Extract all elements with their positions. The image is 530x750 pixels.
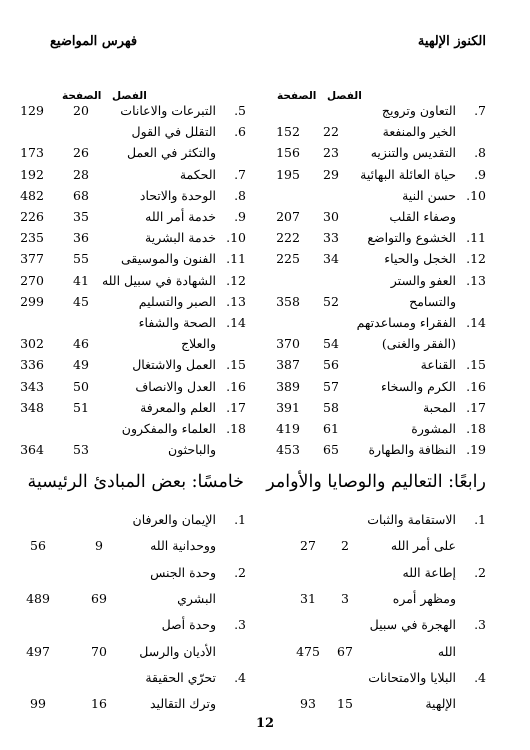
entry-number: 13. — [466, 272, 486, 288]
entry-number: 16. — [466, 378, 486, 394]
entry-page: 489 — [26, 590, 50, 606]
toc-entry — [14, 560, 246, 586]
entry-chapter: 33 — [323, 230, 339, 246]
entry-page: 56 — [30, 538, 46, 554]
entry-chapter: 51 — [73, 399, 89, 415]
toc-entry — [14, 665, 246, 691]
toc-entry — [258, 100, 486, 122]
section-heading-5: خامسًا: بعض المبادئ الرئيسية — [27, 472, 244, 492]
toc-entry — [14, 639, 246, 665]
toc-entry — [14, 312, 246, 334]
toc-entry — [14, 248, 246, 270]
toc-entry — [14, 227, 246, 249]
entry-number: 11. — [226, 251, 246, 267]
toc-entry — [258, 185, 486, 207]
toc-entry — [258, 291, 486, 313]
entry-title: الشهادة في سبيل الله — [101, 272, 216, 288]
entry-chapter: 56 — [323, 357, 339, 373]
entry-title: وحدة أصل — [161, 617, 216, 633]
entry-page: 173 — [20, 145, 44, 161]
entry-number: 19. — [466, 442, 486, 458]
entry-number: 9. — [234, 209, 246, 224]
entry-chapter: 68 — [73, 187, 89, 203]
entry-page: 99 — [30, 696, 46, 712]
entry-title: الفقراء ومساعدتهم — [356, 315, 456, 330]
entry-title: الهجرة في سبيل — [369, 617, 456, 633]
entry-number: 2. — [474, 564, 486, 580]
entry-number: 12. — [466, 251, 486, 267]
entry-number: 4. — [234, 669, 246, 685]
toc-entry — [258, 376, 486, 398]
entry-title: الصحة والشفاء — [138, 315, 216, 330]
entry-number: 18. — [226, 421, 246, 436]
entry-title: التبرعات والاعانات — [120, 103, 216, 118]
entry-page: 343 — [20, 378, 44, 394]
toc-entry — [14, 507, 246, 533]
entry-chapter: 35 — [73, 209, 89, 224]
entry-title: وصفاء القلب — [389, 209, 456, 224]
entry-number: 17. — [466, 399, 486, 415]
entry-chapter: 22 — [323, 124, 339, 140]
col-header-page-left: الصفحة — [62, 90, 102, 102]
toc-entry — [14, 586, 246, 612]
entry-title: الوحدة والاتحاد — [139, 187, 216, 203]
entry-title: البشري — [177, 590, 216, 606]
entry-title: (الفقر والغنى) — [381, 336, 456, 352]
toc-entry — [14, 164, 246, 186]
entry-page: 156 — [276, 145, 300, 161]
entry-chapter: 29 — [323, 166, 339, 182]
entry-number: 7. — [234, 166, 246, 182]
entry-page: 226 — [20, 209, 44, 224]
entry-chapter: 41 — [73, 272, 89, 288]
entry-page: 370 — [276, 336, 300, 352]
toc-entry — [258, 333, 486, 355]
entry-title: والتكثر في العمل — [126, 145, 216, 161]
entry-page: 482 — [20, 187, 44, 203]
entry-chapter: 58 — [323, 399, 339, 415]
entry-number: 18. — [466, 421, 486, 436]
entry-title: خدمة أمر الله — [145, 209, 216, 224]
entry-title: التقلل في القول — [131, 124, 216, 140]
entry-chapter: 69 — [91, 590, 107, 606]
entry-number: 5. — [234, 103, 246, 118]
entry-title: القناعة — [420, 357, 456, 373]
toc-entry — [14, 612, 246, 638]
toc-entry — [14, 121, 246, 143]
entry-chapter: 9 — [95, 538, 103, 554]
toc-entry — [258, 439, 486, 461]
entry-chapter: 28 — [73, 166, 89, 182]
entry-page: 207 — [276, 209, 300, 224]
entry-number: 12. — [226, 272, 246, 288]
entry-title: العلم والمعرفة — [140, 399, 216, 415]
entry-title: البلايا والامتحانات — [368, 669, 456, 685]
entry-page: 336 — [20, 357, 44, 373]
entry-title: الله — [437, 643, 456, 659]
entry-chapter: 26 — [73, 145, 89, 161]
toc-entry — [14, 270, 246, 292]
toc-entry — [14, 691, 246, 717]
entry-chapter: 52 — [323, 293, 339, 309]
entry-page: 419 — [276, 421, 300, 436]
entry-chapter: 57 — [323, 378, 339, 394]
toc-entry — [14, 418, 246, 440]
entry-number: 11. — [466, 230, 486, 246]
entry-chapter: 16 — [91, 696, 107, 712]
col-header-page-right: الصفحة — [277, 90, 317, 102]
entry-number: 14. — [226, 315, 246, 330]
entry-chapter: 2 — [341, 538, 349, 554]
toc-entry — [258, 612, 486, 638]
entry-number: 10. — [466, 187, 486, 203]
toc-entry — [258, 206, 486, 228]
toc-entry — [258, 560, 486, 586]
toc-entry — [14, 100, 246, 122]
entry-number: 13. — [226, 293, 246, 309]
entry-number: 1. — [474, 512, 486, 527]
entry-title: العمل والاشتغال — [132, 357, 216, 373]
entry-number: 4. — [474, 669, 486, 685]
entry-page: 195 — [276, 166, 300, 182]
toc-entry — [258, 248, 486, 270]
running-header-section: فهرس المواضيع — [50, 34, 138, 49]
entry-page: 235 — [20, 230, 44, 246]
entry-page: 497 — [26, 643, 50, 659]
toc-entry — [14, 376, 246, 398]
toc-entry — [258, 270, 486, 292]
toc-entry — [14, 354, 246, 376]
entry-title: تحرّي الحقيقة — [145, 669, 216, 685]
entry-title: والتسامح — [409, 293, 456, 309]
col-header-chapter-right: الفصل — [327, 90, 362, 102]
entry-chapter: 49 — [73, 357, 89, 373]
entry-page: 387 — [276, 357, 300, 373]
entry-title: والباحثون — [167, 442, 216, 458]
entry-title: المشورة — [411, 421, 456, 436]
toc-entry — [14, 206, 246, 228]
entry-number: 1. — [234, 512, 246, 527]
entry-chapter: 15 — [337, 696, 353, 712]
entry-page: 152 — [276, 124, 300, 140]
toc-entry — [258, 507, 486, 533]
entry-title: وترك التقاليد — [149, 696, 216, 712]
toc-entry — [258, 586, 486, 612]
entry-title: ومظهر أمره — [392, 590, 456, 606]
entry-title: النظافة والطهارة — [368, 442, 456, 458]
entry-title: حسن النية — [402, 187, 456, 203]
entry-chapter: 20 — [73, 103, 89, 118]
entry-page: 27 — [300, 538, 316, 554]
entry-number: 16. — [226, 378, 246, 394]
entry-page: 377 — [20, 251, 44, 267]
entry-title: الخير والمنفعة — [382, 124, 456, 140]
entry-title: التعاون وترويج — [381, 103, 456, 118]
entry-number: 2. — [234, 564, 246, 580]
col-header-chapter-left: الفصل — [112, 90, 147, 102]
entry-chapter: 65 — [323, 442, 339, 458]
entry-page: 129 — [20, 103, 44, 118]
toc-entry — [258, 354, 486, 376]
entry-title: الأديان والرسل — [139, 643, 216, 659]
toc-entry — [14, 333, 246, 355]
entry-page: 270 — [20, 272, 44, 288]
entry-chapter: 50 — [73, 378, 89, 394]
running-header-title: الكنوز الإلهية — [417, 34, 486, 49]
entry-page: 475 — [296, 643, 320, 659]
entry-page: 222 — [276, 230, 300, 246]
toc-entry — [258, 639, 486, 665]
page-number: 12 — [255, 716, 275, 731]
entry-title: الحكمة — [179, 166, 216, 182]
entry-number: 15. — [226, 357, 246, 373]
entry-page: 31 — [300, 590, 316, 606]
entry-number: 8. — [474, 145, 486, 161]
entry-chapter: 53 — [73, 442, 89, 458]
entry-chapter: 45 — [73, 293, 89, 309]
entry-chapter: 54 — [323, 336, 339, 352]
entry-page: 364 — [20, 442, 44, 458]
entry-page: 389 — [276, 378, 300, 394]
entry-title: الإلهية — [425, 696, 456, 712]
entry-page: 192 — [20, 166, 44, 182]
entry-number: 10. — [226, 230, 246, 246]
entry-chapter: 55 — [73, 251, 89, 267]
entry-page: 225 — [276, 251, 300, 267]
entry-page: 391 — [276, 399, 300, 415]
entry-chapter: 67 — [337, 643, 353, 659]
toc-entry — [14, 439, 246, 461]
toc-entry — [14, 142, 246, 164]
entry-chapter: 3 — [341, 590, 349, 606]
entry-number: 6. — [234, 124, 246, 140]
entry-title: الكرم والسخاء — [380, 378, 456, 394]
toc-entry — [258, 533, 486, 559]
entry-page: 348 — [20, 399, 44, 415]
entry-page: 453 — [276, 442, 300, 458]
toc-entry — [258, 312, 486, 334]
toc-entry — [258, 227, 486, 249]
toc-entry — [258, 691, 486, 717]
entry-number: 3. — [474, 617, 486, 633]
toc-entry — [14, 397, 246, 419]
toc-entry — [258, 665, 486, 691]
toc-entry — [14, 533, 246, 559]
entry-title: والعلاج — [181, 336, 216, 352]
entry-title: الصبر والتسليم — [138, 293, 216, 309]
entry-number: 14. — [466, 315, 486, 330]
entry-page: 302 — [20, 336, 44, 352]
entry-title: الخجل والحياء — [384, 251, 456, 267]
entry-title: المحبة — [422, 399, 456, 415]
entry-number: 7. — [474, 103, 486, 118]
entry-chapter: 36 — [73, 230, 89, 246]
entry-number: 17. — [226, 399, 246, 415]
toc-entry — [14, 185, 246, 207]
toc-entry — [258, 397, 486, 419]
entry-title: الفنون والموسيقى — [121, 251, 216, 267]
entry-title: على أمر الله — [390, 538, 456, 554]
entry-title: حياة العائلة البهائية — [360, 166, 456, 182]
toc-entry — [258, 164, 486, 186]
entry-page: 358 — [276, 293, 300, 309]
toc-entry — [258, 121, 486, 143]
entry-page: 299 — [20, 293, 44, 309]
entry-chapter: 70 — [91, 643, 107, 659]
entry-chapter: 30 — [323, 209, 339, 224]
entry-chapter: 46 — [73, 336, 89, 352]
entry-title: العدل والانصاف — [135, 378, 216, 394]
entry-number: 3. — [234, 617, 246, 633]
toc-entry — [258, 142, 486, 164]
entry-title: الخشوع والتواضع — [367, 230, 456, 246]
toc-entry — [258, 418, 486, 440]
entry-page: 93 — [300, 696, 316, 712]
entry-number: 15. — [466, 357, 486, 373]
entry-chapter: 23 — [323, 145, 339, 161]
entry-number: 9. — [474, 166, 486, 182]
entry-title: العفو والستر — [390, 272, 456, 288]
entry-chapter: 61 — [323, 421, 339, 436]
entry-number: 8. — [234, 187, 246, 203]
entry-chapter: 34 — [323, 251, 339, 267]
entry-title: وحدة الجنس — [150, 564, 216, 580]
section-heading-4: رابعًا: التعاليم والوصايا والأوامر — [266, 472, 486, 492]
entry-title: التقديس والتنزيه — [370, 145, 456, 161]
entry-title: الإيمان والعرفان — [132, 512, 216, 527]
entry-title: العلماء والمفكرون — [121, 421, 216, 436]
entry-title: ووحدانية الله — [150, 538, 216, 554]
entry-title: خدمة البشرية — [145, 230, 216, 246]
entry-title: الاستقامة والثبات — [367, 512, 456, 527]
toc-entry — [14, 291, 246, 313]
entry-title: إطاعة الله — [402, 564, 456, 580]
